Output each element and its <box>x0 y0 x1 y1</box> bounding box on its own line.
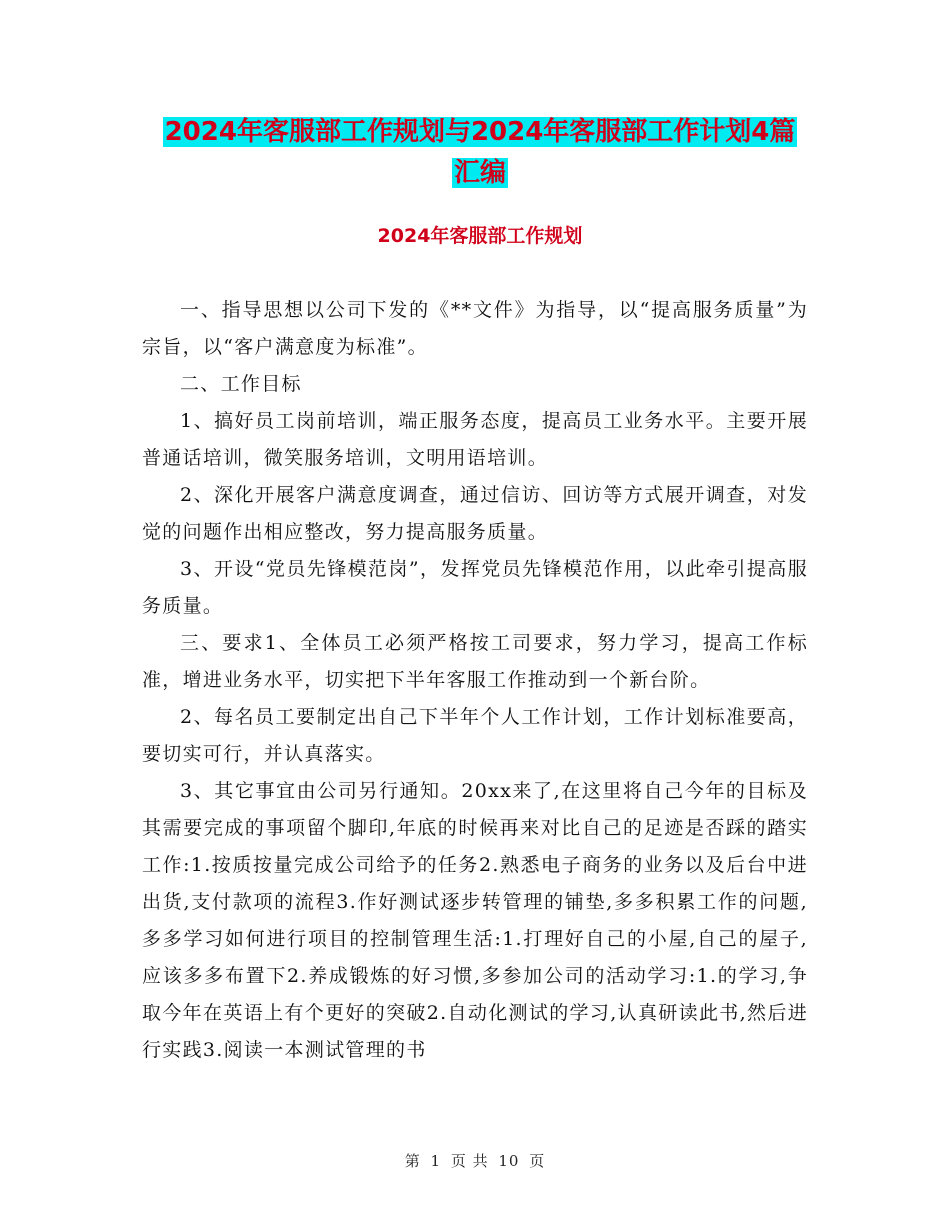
footer-prefix: 第 <box>404 1152 421 1170</box>
paragraph: 三、要求1、全体员工必须严格按工司要求，努力学习，提高工作标准，增进业务水平，切实把下半年客服工作推动到一个新台阶。 <box>142 632 808 691</box>
paragraph: 2、深化开展客户满意度调查，通过信访、回访等方式展开调查，对发觉的问题作出相应整改，努力提高服务质量。 <box>142 484 808 543</box>
document-title-line2: 汇编 <box>453 158 506 188</box>
document-title-line1: 2024年客服部工作规划与2024年客服部工作计划4篇 <box>164 117 796 147</box>
footer-page-number: 1 <box>430 1152 442 1170</box>
footer-suffix: 页 <box>529 1152 546 1170</box>
page-footer <box>0 1151 950 1171</box>
document-title <box>140 112 820 194</box>
paragraph: 1、搞好员工岗前培训，端正服务态度，提高员工业务水平。主要开展普通话培训，微笑服务培训，文明用语培训。 <box>142 410 808 469</box>
footer-total-pages: 10 <box>498 1152 520 1170</box>
section-title: 2024年客服部工作规划 <box>377 225 583 247</box>
paragraph: 2、每名员工要制定出自己下半年个人工作计划，工作计划标准要高，要切实可行，并认真落实。 <box>142 706 808 765</box>
paragraph: 3、开设“党员先锋模范岗”，发挥党员先锋模范作用，以此牵引提高服务质量。 <box>142 558 808 617</box>
footer-mid: 页 共 <box>450 1152 489 1170</box>
paragraph: 3、其它事宜由公司另行通知。20xx来了,在这里将自己今年的目标及其需要完成的事项留个脚印,年底的时候再来对比自己的足迹是否踩的踏实工作:1.按质按量完成公司给予的任务2.熟悉电子商务的业务以及后台中进出货,支付款项的流程3.作好测试逐步转管理的铺垫,多多积累工作的问题,多多学习如何进行项目的控制管理生活:1.打理好自己的小屋,自己的屋子,应该多多布置下2.养成锻炼的好习惯,多参加公司的活动学习:1.的学习,争取今年在英语上有个更好的突破2.自动化测试的学习,认真研读此书,然后进行实践3.阅读一本测试管理的书 <box>142 780 808 1061</box>
paragraph: 一、指导思想以公司下发的《**文件》为指导，以“提高服务质量”为宗旨，以“客户满意度为标准”。 <box>142 299 808 358</box>
paragraph: 二、工作目标 <box>180 373 302 395</box>
document-body <box>142 292 808 1069</box>
